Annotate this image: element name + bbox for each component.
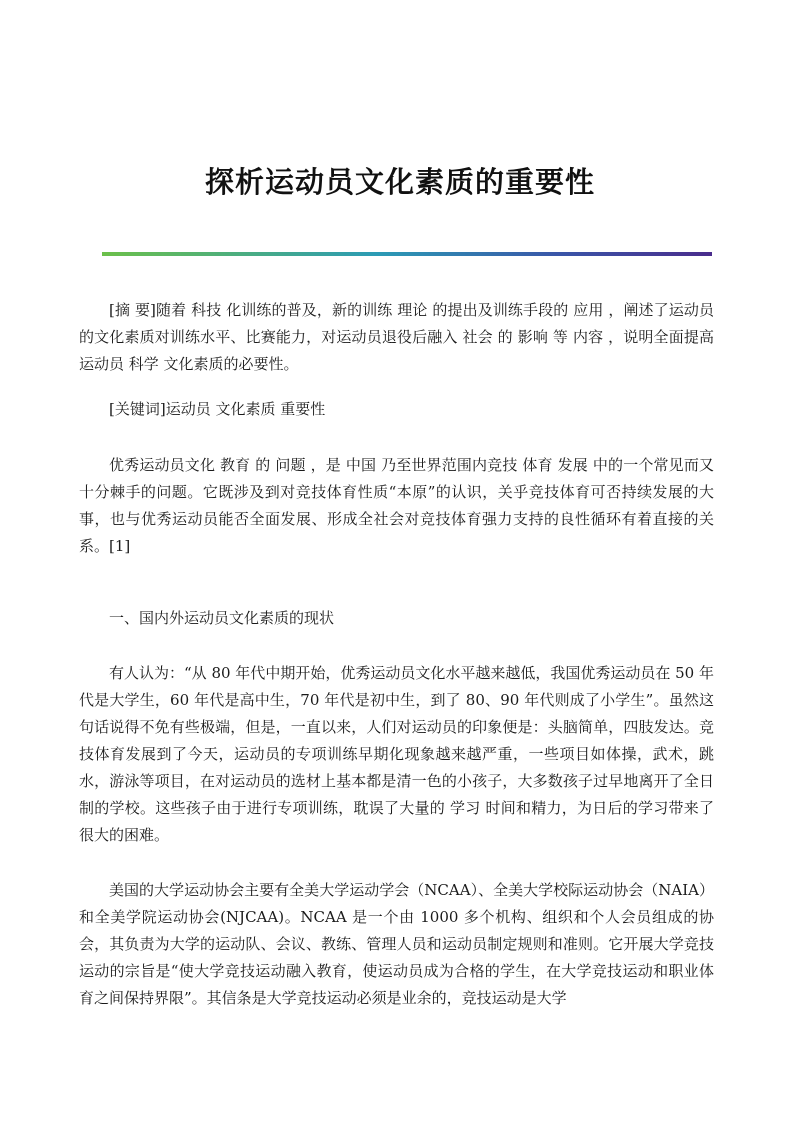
section-heading: 一、国内外运动员文化素质的现状	[109, 609, 335, 627]
body-paragraph: 有人认为：“从 80 年代中期开始，优秀运动员文化水平越来越低，我国优秀运动员在 50 年代是大学生，60 年代是高中生，70 年代是初中生，到了 80、90 年代则成了小学生”。虽然这句话说得不免有些极端，但是，一直以来，人们对运动员的印象便是：头脑简单，四肢发达。竞技体育发展到了今天，运动员的专项训练早期化现象越来越严重，一些项目如体操，武术，跳水，游泳等项目，在对运动员的选材上基本都是清一色的小孩子，大多数孩子过早地离开了全日制的学校。这些孩子由于进行专项训练，耽误了大量的 学习 时间和精力，为日后的学习带来了很大的困难。	[79, 664, 714, 844]
keywords-paragraph: [关键词]运动员 文化素质 重要性	[109, 400, 326, 418]
title-divider	[102, 252, 712, 256]
abstract-paragraph: [摘 要]随着 科技 化训练的普及，新的训练 理论 的提出及训练手段的 应用 ，阐述了运动员的文化素质对训练水平、比赛能力，对运动员退役后融入 社会 的 影响 等 内容 ，说明全面提高运动员 科学 文化素质的必要性。	[79, 301, 714, 373]
body-paragraph: 美国的大学运动协会主要有全美大学运动学会（NCAA）、全美大学校际运动协会（NAIA）和全美学院运动协会(NJCAA)。NCAA 是一个由 1000 多个机构、组织和个人会员组成的协会，其负责为大学的运动队、会议、教练、管理人员和运动员制定规则和准则。它开展大学竞技运动的宗旨是“使大学竞技运动融入教育，使运动员成为合格的学生，在大学竞技运动和职业体育之间保持界限”。其信条是大学竞技运动必须是业余的，竞技运动是大学	[79, 881, 714, 1007]
intro-paragraph: 优秀运动员文化 教育 的 问题 ，是 中国 乃至世界范围内竞技 体育 发展 中的一个常见而又十分棘手的问题。它既涉及到对竞技体育性质“本原”的认识，关乎竞技体育可否持续发展的大事，也与优秀运动员能否全面发展、形成全社会对竞技体育强力支持的良性循环有着直接的关系。[1]	[79, 456, 714, 555]
page-title: 探析运动员文化素质的重要性	[204, 165, 595, 199]
